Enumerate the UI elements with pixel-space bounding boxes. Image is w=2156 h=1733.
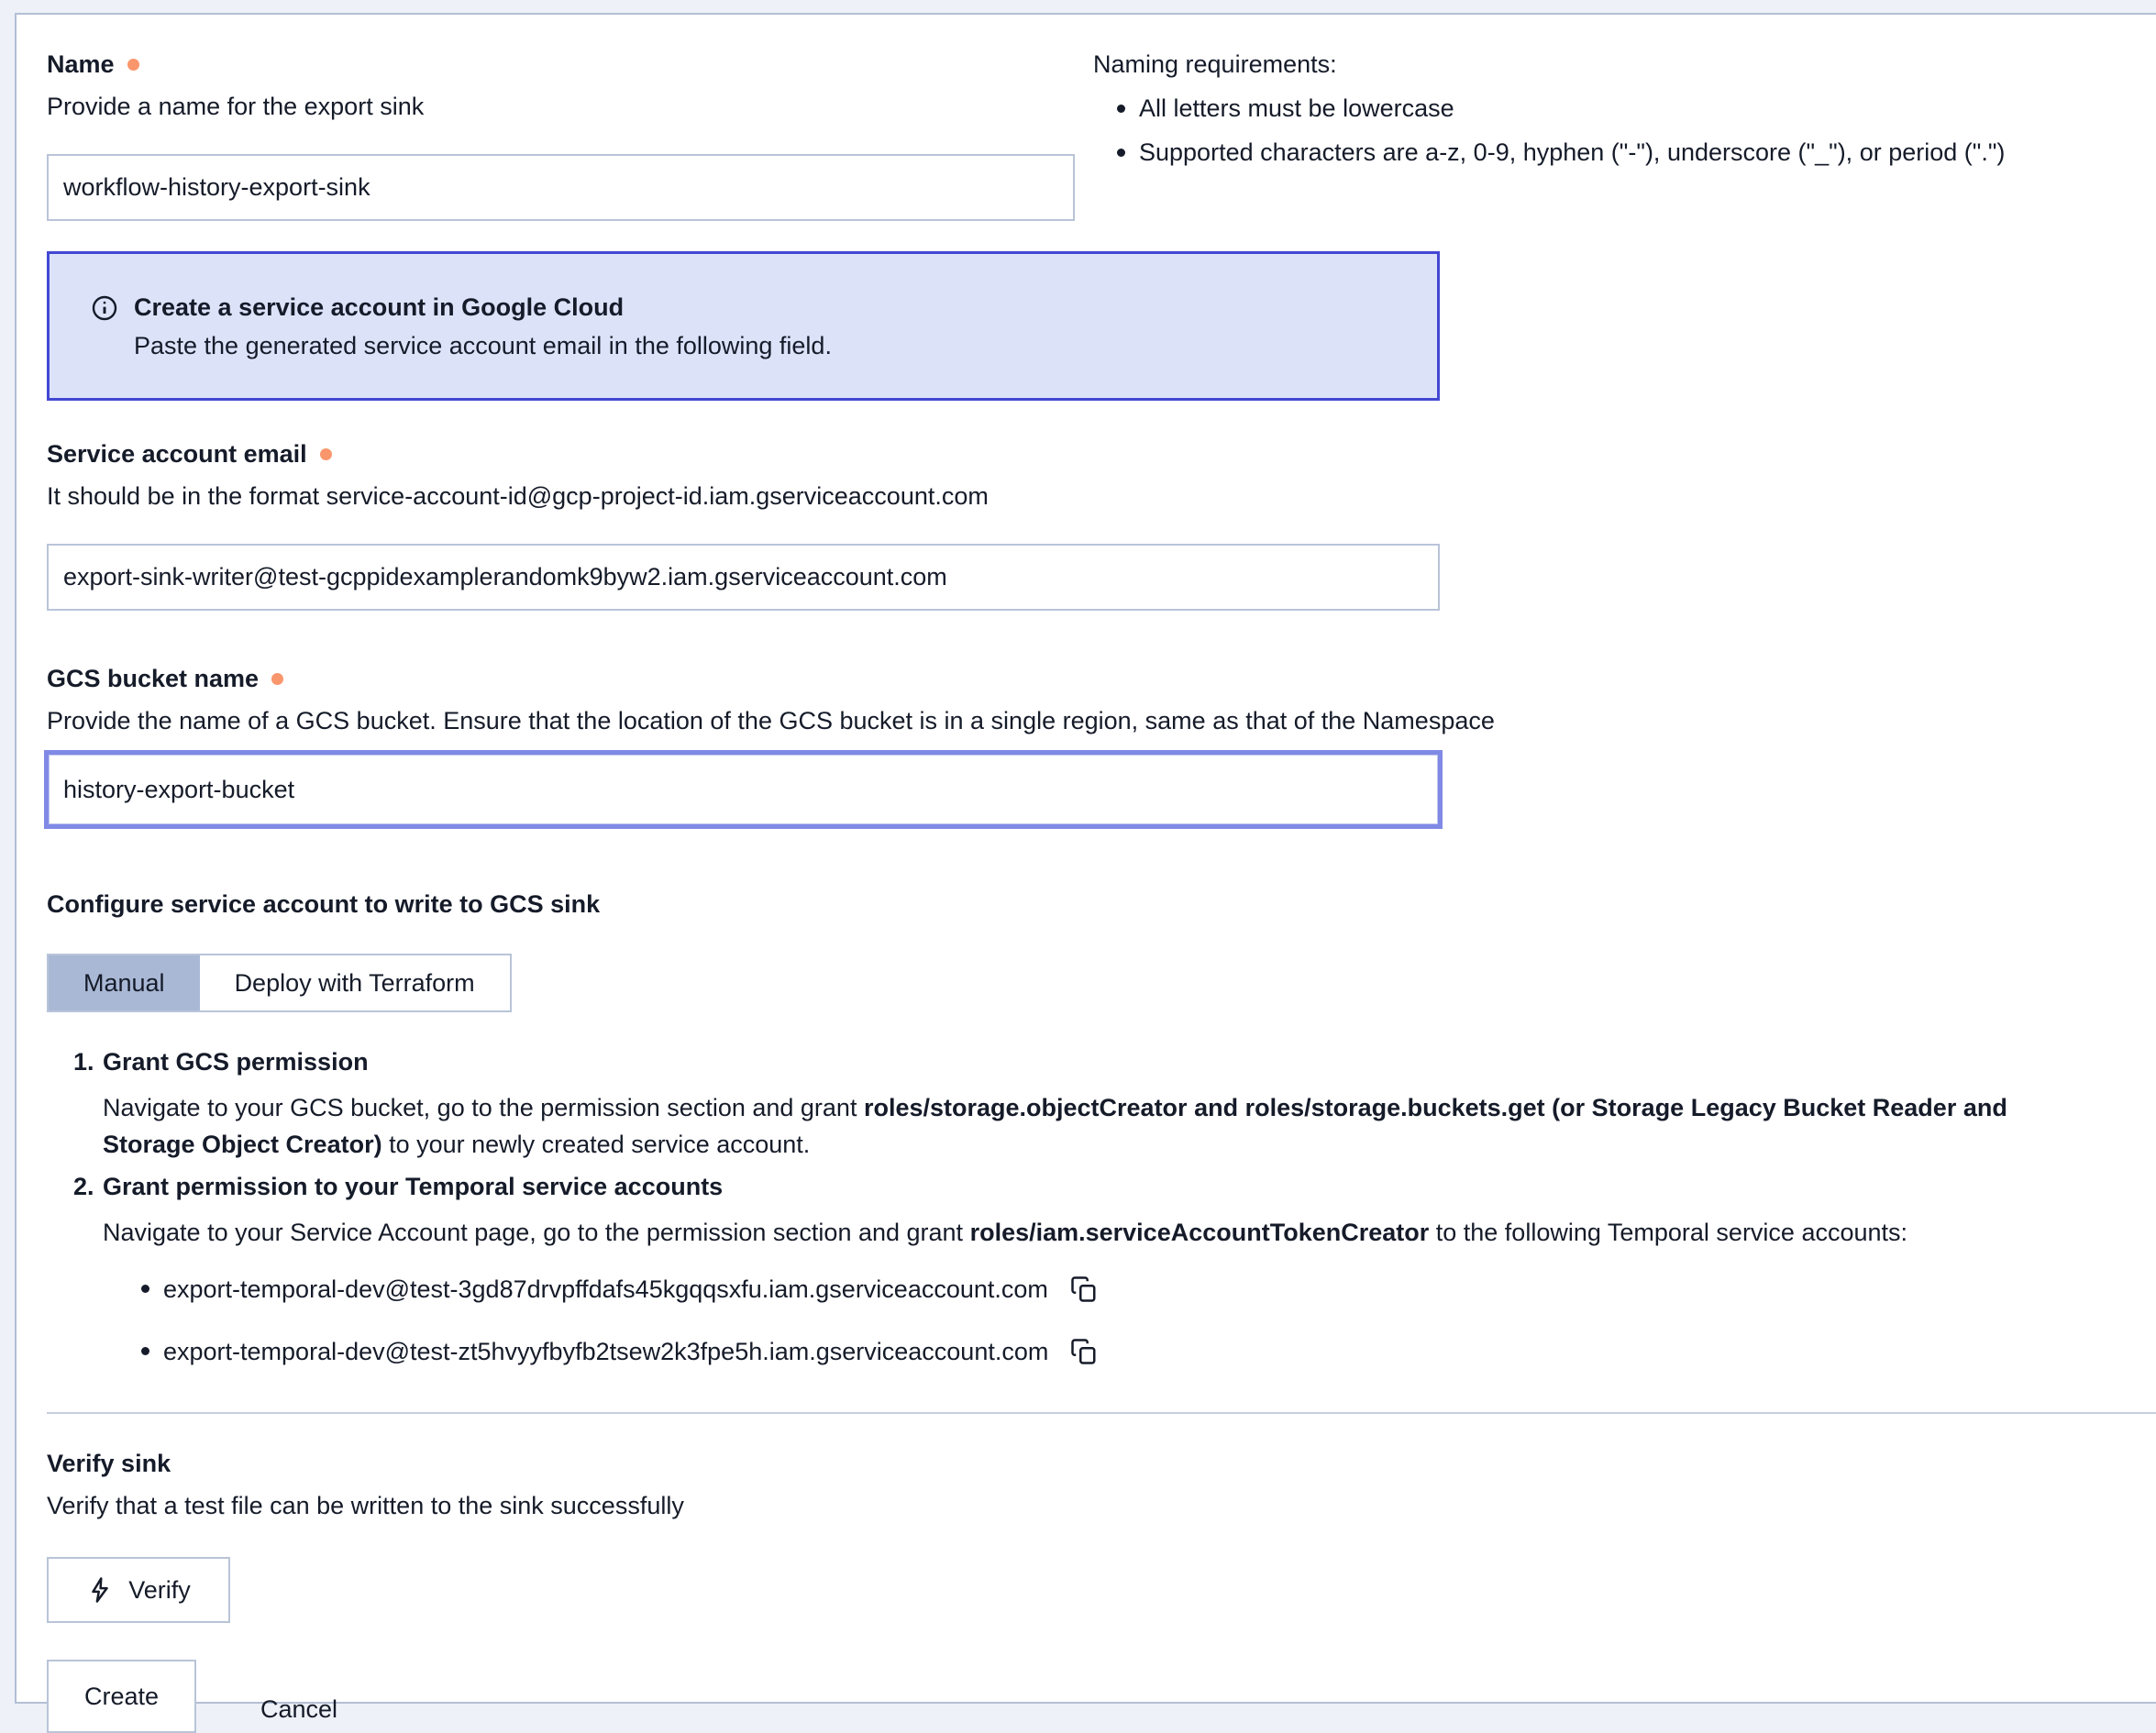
- service-account-email-label: Service account email: [47, 437, 307, 470]
- form-actions: [47, 1660, 2156, 1733]
- copy-button[interactable]: [1070, 1275, 1098, 1303]
- step-grant-gcs-permission: [73, 1045, 2156, 1163]
- verify-button-label: Verify: [128, 1576, 191, 1605]
- create-button[interactable]: Create: [47, 1660, 196, 1733]
- gcs-bucket-name-description: Provide the name of a GCS bucket. Ensure that the location of the GCS bucket is in a single region, same as that of the Namespace: [47, 704, 2156, 737]
- info-icon: [90, 293, 119, 323]
- gcs-bucket-name-input[interactable]: [44, 750, 1443, 829]
- lightning-bolt-icon: [86, 1576, 114, 1604]
- step-title: Grant GCS permission: [103, 1045, 369, 1078]
- instruction-steps: [47, 1045, 2156, 1368]
- list-item: [103, 1335, 2156, 1368]
- service-account-email-input[interactable]: [47, 544, 1440, 611]
- naming-requirements: [1093, 48, 2150, 169]
- name-description: Provide a name for the export sink: [47, 90, 2156, 123]
- temporal-service-account-list: [103, 1273, 2156, 1368]
- step-number: 2.: [73, 1170, 103, 1203]
- required-indicator: [320, 448, 332, 460]
- cancel-button[interactable]: Cancel: [260, 1695, 337, 1724]
- copy-icon: [1070, 1275, 1098, 1303]
- verify-sink-description: Verify that a test file can be written to the sink successfully: [47, 1489, 2156, 1522]
- service-account-email-description: It should be in the format service-account-id@gcp-project-id.iam.gserviceaccount.com: [47, 480, 2156, 513]
- info-banner-description: Paste the generated service account email in the following field.: [134, 329, 832, 362]
- configure-tabs: [47, 954, 512, 1012]
- gcs-bucket-name-label: GCS bucket name: [47, 662, 259, 695]
- tab-deploy-with-terraform[interactable]: Deploy with Terraform: [200, 955, 510, 1010]
- verify-sink-heading: Verify sink: [47, 1447, 2156, 1480]
- section-divider: [47, 1412, 2156, 1414]
- step-title: Grant permission to your Temporal service accounts: [103, 1170, 723, 1203]
- info-banner-title: Create a service account in Google Cloud: [134, 291, 832, 324]
- verify-button[interactable]: [47, 1557, 230, 1623]
- naming-requirements-title: Naming requirements:: [1093, 48, 2150, 81]
- naming-requirement-item: All letters must be lowercase: [1093, 92, 2150, 125]
- export-sink-form-panel: [15, 13, 2156, 1704]
- copy-button[interactable]: [1070, 1338, 1098, 1365]
- configure-heading: Configure service account to write to GCS sink: [47, 888, 2156, 921]
- info-banner: [47, 251, 1440, 401]
- naming-requirement-item: Supported characters are a-z, 0-9, hyphen ("-"), underscore ("_"), or period ("."): [1093, 136, 2150, 169]
- sink-name-input[interactable]: [47, 154, 1075, 221]
- step-instructions: Navigate to your GCS bucket, go to the permission section and grant roles/storage.objectCreator and roles/storage.buckets.get (or Storage Legacy Bucket Reader and Storage Object Creator) to your newly created service account.: [103, 1089, 2102, 1163]
- step-grant-temporal-permission: [73, 1170, 2156, 1368]
- step-instructions: Navigate to your Service Account page, go to the permission section and grant roles/iam.serviceAccountTokenCreator to the following Temporal service accounts:: [103, 1214, 2102, 1251]
- name-label: Name: [47, 48, 115, 81]
- required-indicator: [271, 673, 283, 685]
- step-number: 1.: [73, 1045, 103, 1078]
- service-account-email: export-temporal-dev@test-3gd87drvpffdafs45kgqqsxfu.iam.gserviceaccount.com: [163, 1273, 1048, 1306]
- required-indicator: [127, 59, 139, 71]
- service-account-email: export-temporal-dev@test-zt5hvyyfbyfb2tsew2k3fpe5h.iam.gserviceaccount.com: [163, 1335, 1048, 1368]
- copy-icon: [1070, 1338, 1098, 1365]
- list-item: [103, 1273, 2156, 1306]
- tab-manual[interactable]: Manual: [49, 955, 200, 1010]
